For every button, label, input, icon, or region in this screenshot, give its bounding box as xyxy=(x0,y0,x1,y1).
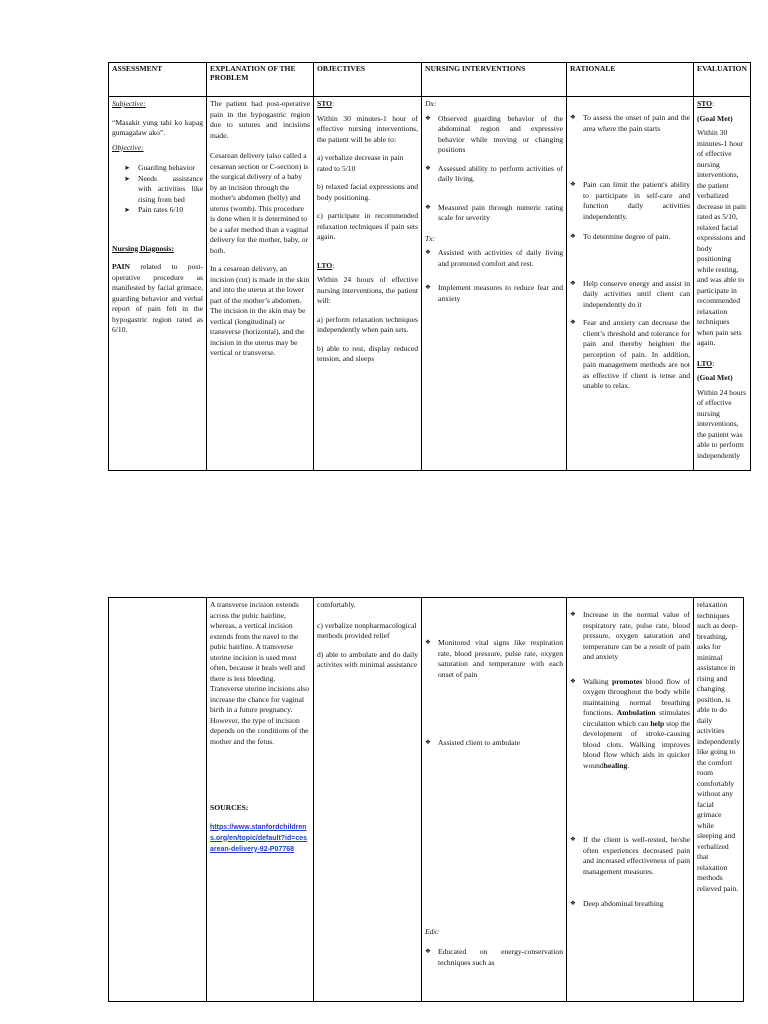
sto-intro: Within 30 minutes-1 hour of effective nursing interventions, the patient will be able to: xyxy=(317,113,418,144)
assessment-cell xyxy=(109,97,207,471)
tx-label: Tx: xyxy=(425,233,436,243)
header-row xyxy=(109,63,751,97)
header-rationale: RATIONALE xyxy=(567,63,694,97)
list-item: ➤ Pain rates 6/10 xyxy=(124,205,203,216)
objective-d: d) able to ambulate and do daily activites with minimal assistance xyxy=(317,649,418,669)
content-row xyxy=(109,97,751,471)
list-item: ❖ Measured pain through numeric rating scale for severity xyxy=(425,203,563,224)
list-item: ❖ Walking promotes blood flow of oxygen throughout the body while maintaining normal breathing functions. Ambulation stimulates circulation which can help stop the development of stroke-causing blood clots. Walking improves blood flow which aids in quicker woundhealing. xyxy=(570,677,690,772)
list-item: ❖ To assess the onset of pain and the area where the pain starts xyxy=(570,113,690,134)
list-item: ❖ If the client is well-rested, he/she often experiences decreased pain and increased effectiveness of pain management measures. xyxy=(570,835,690,877)
rationale-list xyxy=(570,113,690,392)
lto-b: b) able to rest, display reduced tension, and sleeps xyxy=(317,343,418,363)
list-item: ❖ Implement measures to reduce fear and anxiety xyxy=(425,283,563,304)
content-row xyxy=(109,598,744,1002)
eval-lto-text: Within 24 hours of effective nursing interventions, the patient was able to perform independently xyxy=(697,387,747,460)
subjective-quote: “Masakit yung tahi ko kapag gumagalaw ako”. xyxy=(112,117,203,137)
rationale-cell xyxy=(567,97,694,471)
sto-a: a) verbalize decrease in pain rated to 5/10 xyxy=(317,153,404,173)
list-item: ❖ Deep abdominal breathing xyxy=(570,899,690,910)
list-item: ❖ To determine degree of pain. xyxy=(570,232,690,243)
list-item: ❖ Monitored vital signs like respiration rate, blood pressure, pulse rate, oxygen saturation and temperature with each onset of pain xyxy=(425,638,563,680)
header-explanation: EXPLANATION OF THE PROBLEM xyxy=(207,63,314,97)
header-objectives: OBJECTIVES xyxy=(314,63,422,97)
objectives-cell xyxy=(314,598,422,1002)
dx-list xyxy=(425,114,563,224)
header-interventions: NURSING INTERVENTIONS xyxy=(422,63,567,97)
diagnosis-body: related to post-operative procedure as manifested by facial grimace, guarding behavior and verbal report of pain felt in the hypogastric region rated as 6/10. xyxy=(112,262,203,334)
edx-label: Edx: xyxy=(425,926,440,936)
explanation-cell xyxy=(207,598,314,1002)
interventions-cell xyxy=(422,97,567,471)
list-item: ❖ Fear and anxiety can decrease the client’s threshold and tolerance for pain and thereby heighten the perception of pain. In addition, pain management methods are not as effective if client is tense and unable to relax. xyxy=(570,318,690,392)
list-item: ❖ Assessed ability to perform activities of daily living. xyxy=(425,164,563,185)
list-item: ❖ Pain can limit the patient's ability to participate in self-care and function daily activities independently. xyxy=(570,180,690,222)
explanation-p3: In a cesarean delivery, an incision (cut) is made in the skin and into the uterus at the lower part of the mother’s abdomen. The incision in the skin may be vertical (longitudinal) or transverse (horizontal), and the incision in the uterus may be vertical or transverse. xyxy=(210,264,310,357)
tx-list xyxy=(425,248,563,304)
eval-sto-text: Within 30 minutes-1 hour of effective nursing interventions, the patient verbalized decrease in pain rated as 5/10, relaxed facial expressions and body positioning while resting, and was able to participate in recommended relaxation techniques when pain sets again. xyxy=(697,128,746,347)
source-link[interactable]: https://www.stanfordchildrens.org/en/topic/default?id=cesarean-delivery-92-P07768 xyxy=(210,823,308,853)
objective-c: c) verbalize nonpharmacological methods provided relief xyxy=(317,620,417,640)
care-plan-table-page2 xyxy=(108,597,744,1002)
objective-list xyxy=(112,163,203,216)
diagnosis-text xyxy=(112,262,203,336)
header-evaluation: EVALUATION xyxy=(694,63,751,97)
sto-b: b) relaxed facial expressions and body positioning. xyxy=(317,182,418,202)
eval-goal-met: (Goal Met) xyxy=(697,113,733,123)
interventions-cell xyxy=(422,598,567,1002)
eval-lto-goal-met: (Goal Met) xyxy=(697,373,733,382)
lto-label: LTO xyxy=(317,260,333,270)
list-item: ❖ Assisted client to ambulate xyxy=(425,738,563,749)
care-plan-table-page1 xyxy=(108,62,751,471)
eval-text: relaxation techniques such as deep-breathing, asks for minimal assistance in rising and changing position, is able to do daily activities independently like going to the comfort room comfortably without any facial grimace while sleeping and verbalized that relaxation methods relieved pain. xyxy=(697,600,741,893)
edx-list xyxy=(425,947,563,968)
list-item: ❖ Increase in the normal value of respiratory rate, pulse rate, blood pressure, oxygen saturation and temperature can be a result of pain and anxiety xyxy=(570,610,690,663)
diagnosis-label: Nursing Diagnosis: xyxy=(112,243,174,253)
evaluation-cell xyxy=(694,598,744,1002)
interventions-list xyxy=(425,638,563,749)
explanation-p1: A transverse incision extends across the pubic hairline, whereas, a vertical incision extends from the navel to the pubic hairline. A transverse uterine incision is used most often, because it heals well and there is less bleeding. Transverse uterine incisions also increase the chance for vaginal birth in a future pregnancy. However, the type of incision depends on the conditions of the mother and the fetus. xyxy=(210,600,310,746)
objective-label: Objective: xyxy=(112,142,144,152)
sto-label: STO xyxy=(317,99,333,108)
evaluation-cell: STO: (Goal Met) Within 30 minutes-1 hour of effective nursing interventions, the patient verbalized decrease in pain rated as 5/10, relaxed facial expressions and body positioning while resting, and was able to participate in recommended relaxation techniques when pain sets again. LTO: (Goal Met) Within 24 hours of effective nursing interventions, the patient was able to perform independently xyxy=(694,97,751,471)
list-item: ❖ Educated on energy-conservation techniques such as xyxy=(425,947,563,968)
lto-intro: Within 24 hours of effective nursing interventions, the patient will: xyxy=(317,275,418,305)
subjective-label: Subjective: xyxy=(112,99,146,108)
diagnosis-bold: PAIN xyxy=(112,262,130,271)
dx-label: Dx: xyxy=(425,99,437,108)
rationale-cell xyxy=(567,598,694,1002)
explanation-p2: Cesarean delivery (also called a cesarean section or C-section) is the surgical delivery of a baby by an incision through the mother's abdomen (belly) and uterus (womb). This procedure is done when it is determined to be a safer method than a vaginal delivery for the mother, baby, or both. xyxy=(210,151,309,255)
assessment-cell-empty xyxy=(109,598,207,1002)
header-assessment: ASSESSMENT xyxy=(109,63,207,97)
explanation-cell xyxy=(207,97,314,471)
eval-lto-label: LTO xyxy=(697,358,713,368)
list-item: ➤ Guarding behavior xyxy=(124,163,203,174)
sto-c: c) participate in recommended relaxation techniques if pain sets again. xyxy=(317,211,418,241)
lto-a: a) perform relaxation techniques independently when pain sets. xyxy=(317,314,418,334)
list-item: ❖ Help conserve energy and assist in daily activities until client can independently do it xyxy=(570,279,690,311)
explanation-p1: The patient had post-operative pain in the hypogastric region due to sutures and incisions made. xyxy=(210,99,310,140)
rationale-list xyxy=(570,610,690,910)
list-item: ➤ Needs assistance with activities like rising from bed xyxy=(124,174,203,206)
sources-label: SOURCES: xyxy=(210,803,249,812)
objective-cont: comfortably. xyxy=(317,600,356,609)
objectives-cell: STO: Within 30 minutes-1 hour of effective nursing interventions, the patient will be able to: a) verbalize decrease in pain rated to 5/10 b) relaxed facial expressions and body positioning. c) participate in recommended relaxation techniques if pain sets again. LTO: Within 24 hours of effective nursing interventions, the patient will: a) perform relaxation techniques independently when pain sets. b) able to rest, display reduced tension, and sleeps xyxy=(314,97,422,471)
eval-sto-label: STO xyxy=(697,99,713,108)
list-item: ❖ Observed guarding behavior of the abdominal region and expressive behavior while moving or changing positions xyxy=(425,114,563,156)
list-item: ❖ Assisted with activities of daily living and promoted comfort and rest. xyxy=(425,248,563,269)
